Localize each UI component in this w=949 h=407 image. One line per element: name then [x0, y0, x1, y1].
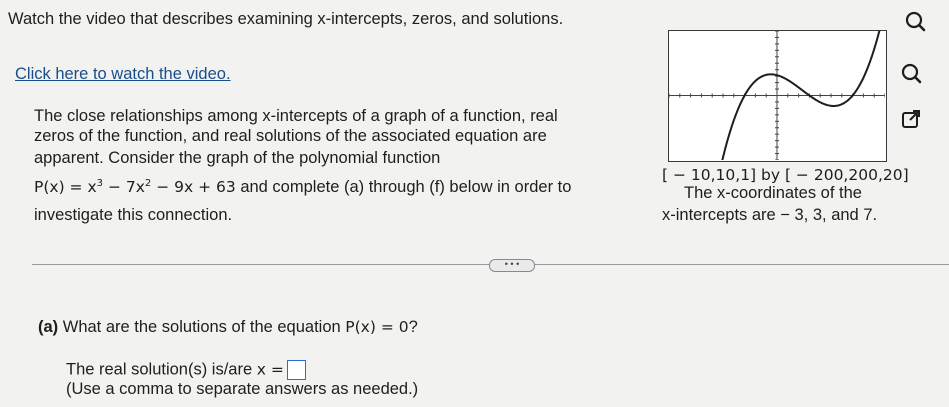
graph-zoom-button[interactable] — [898, 60, 924, 86]
more-button[interactable]: • • • — [489, 259, 535, 272]
body-line-5: investigate this connection. — [34, 206, 233, 224]
body-line-2: zeros of the function, and real solutions of the associated equation are — [34, 127, 547, 145]
body-line-4: $P(x) = x^3 - 7x^2 - 9x + 63$ and complete (a) through (f) below in order to — [34, 177, 572, 196]
answer-line: The real solution(s) is/are x = — [66, 360, 306, 380]
part-a-label: (a) — [38, 318, 59, 336]
magnifier-icon — [904, 10, 926, 32]
graph-caption-2: x-intercepts are − 3, 3, and 7. — [662, 206, 878, 224]
polynomial-function: $P(x) = x^3 - 7x^2 - 9x + 63$ — [34, 177, 236, 196]
graph-caption-1: The x-coordinates of the — [684, 184, 862, 202]
function-graph — [668, 30, 887, 162]
watch-video-link[interactable]: Click here to watch the video. — [15, 65, 231, 83]
part-a-question: (a) What are the solutions of the equation P(x) = 0? — [38, 318, 418, 336]
magnifier-icon — [900, 62, 922, 84]
graph-popout-button[interactable] — [898, 106, 924, 132]
body-line-3: apparent. Consider the graph of the polynomial function — [34, 149, 441, 167]
external-link-icon — [900, 108, 922, 130]
graph-window: [ − 10,10,1] by [ − 200,200,20] — [662, 166, 909, 184]
answer-input[interactable] — [287, 360, 306, 380]
body-line-1: The close relationships among x-intercepts of a graph of a function, real — [34, 107, 558, 125]
equation: P(x) = 0 — [345, 318, 409, 336]
graph-canvas — [669, 31, 885, 160]
answer-hint: (Use a comma to separate answers as needed.) — [66, 380, 419, 398]
instruction-text: Watch the video that describes examining x-intercepts, zeros, and solutions. — [8, 10, 564, 28]
zoom-button[interactable] — [902, 8, 928, 34]
